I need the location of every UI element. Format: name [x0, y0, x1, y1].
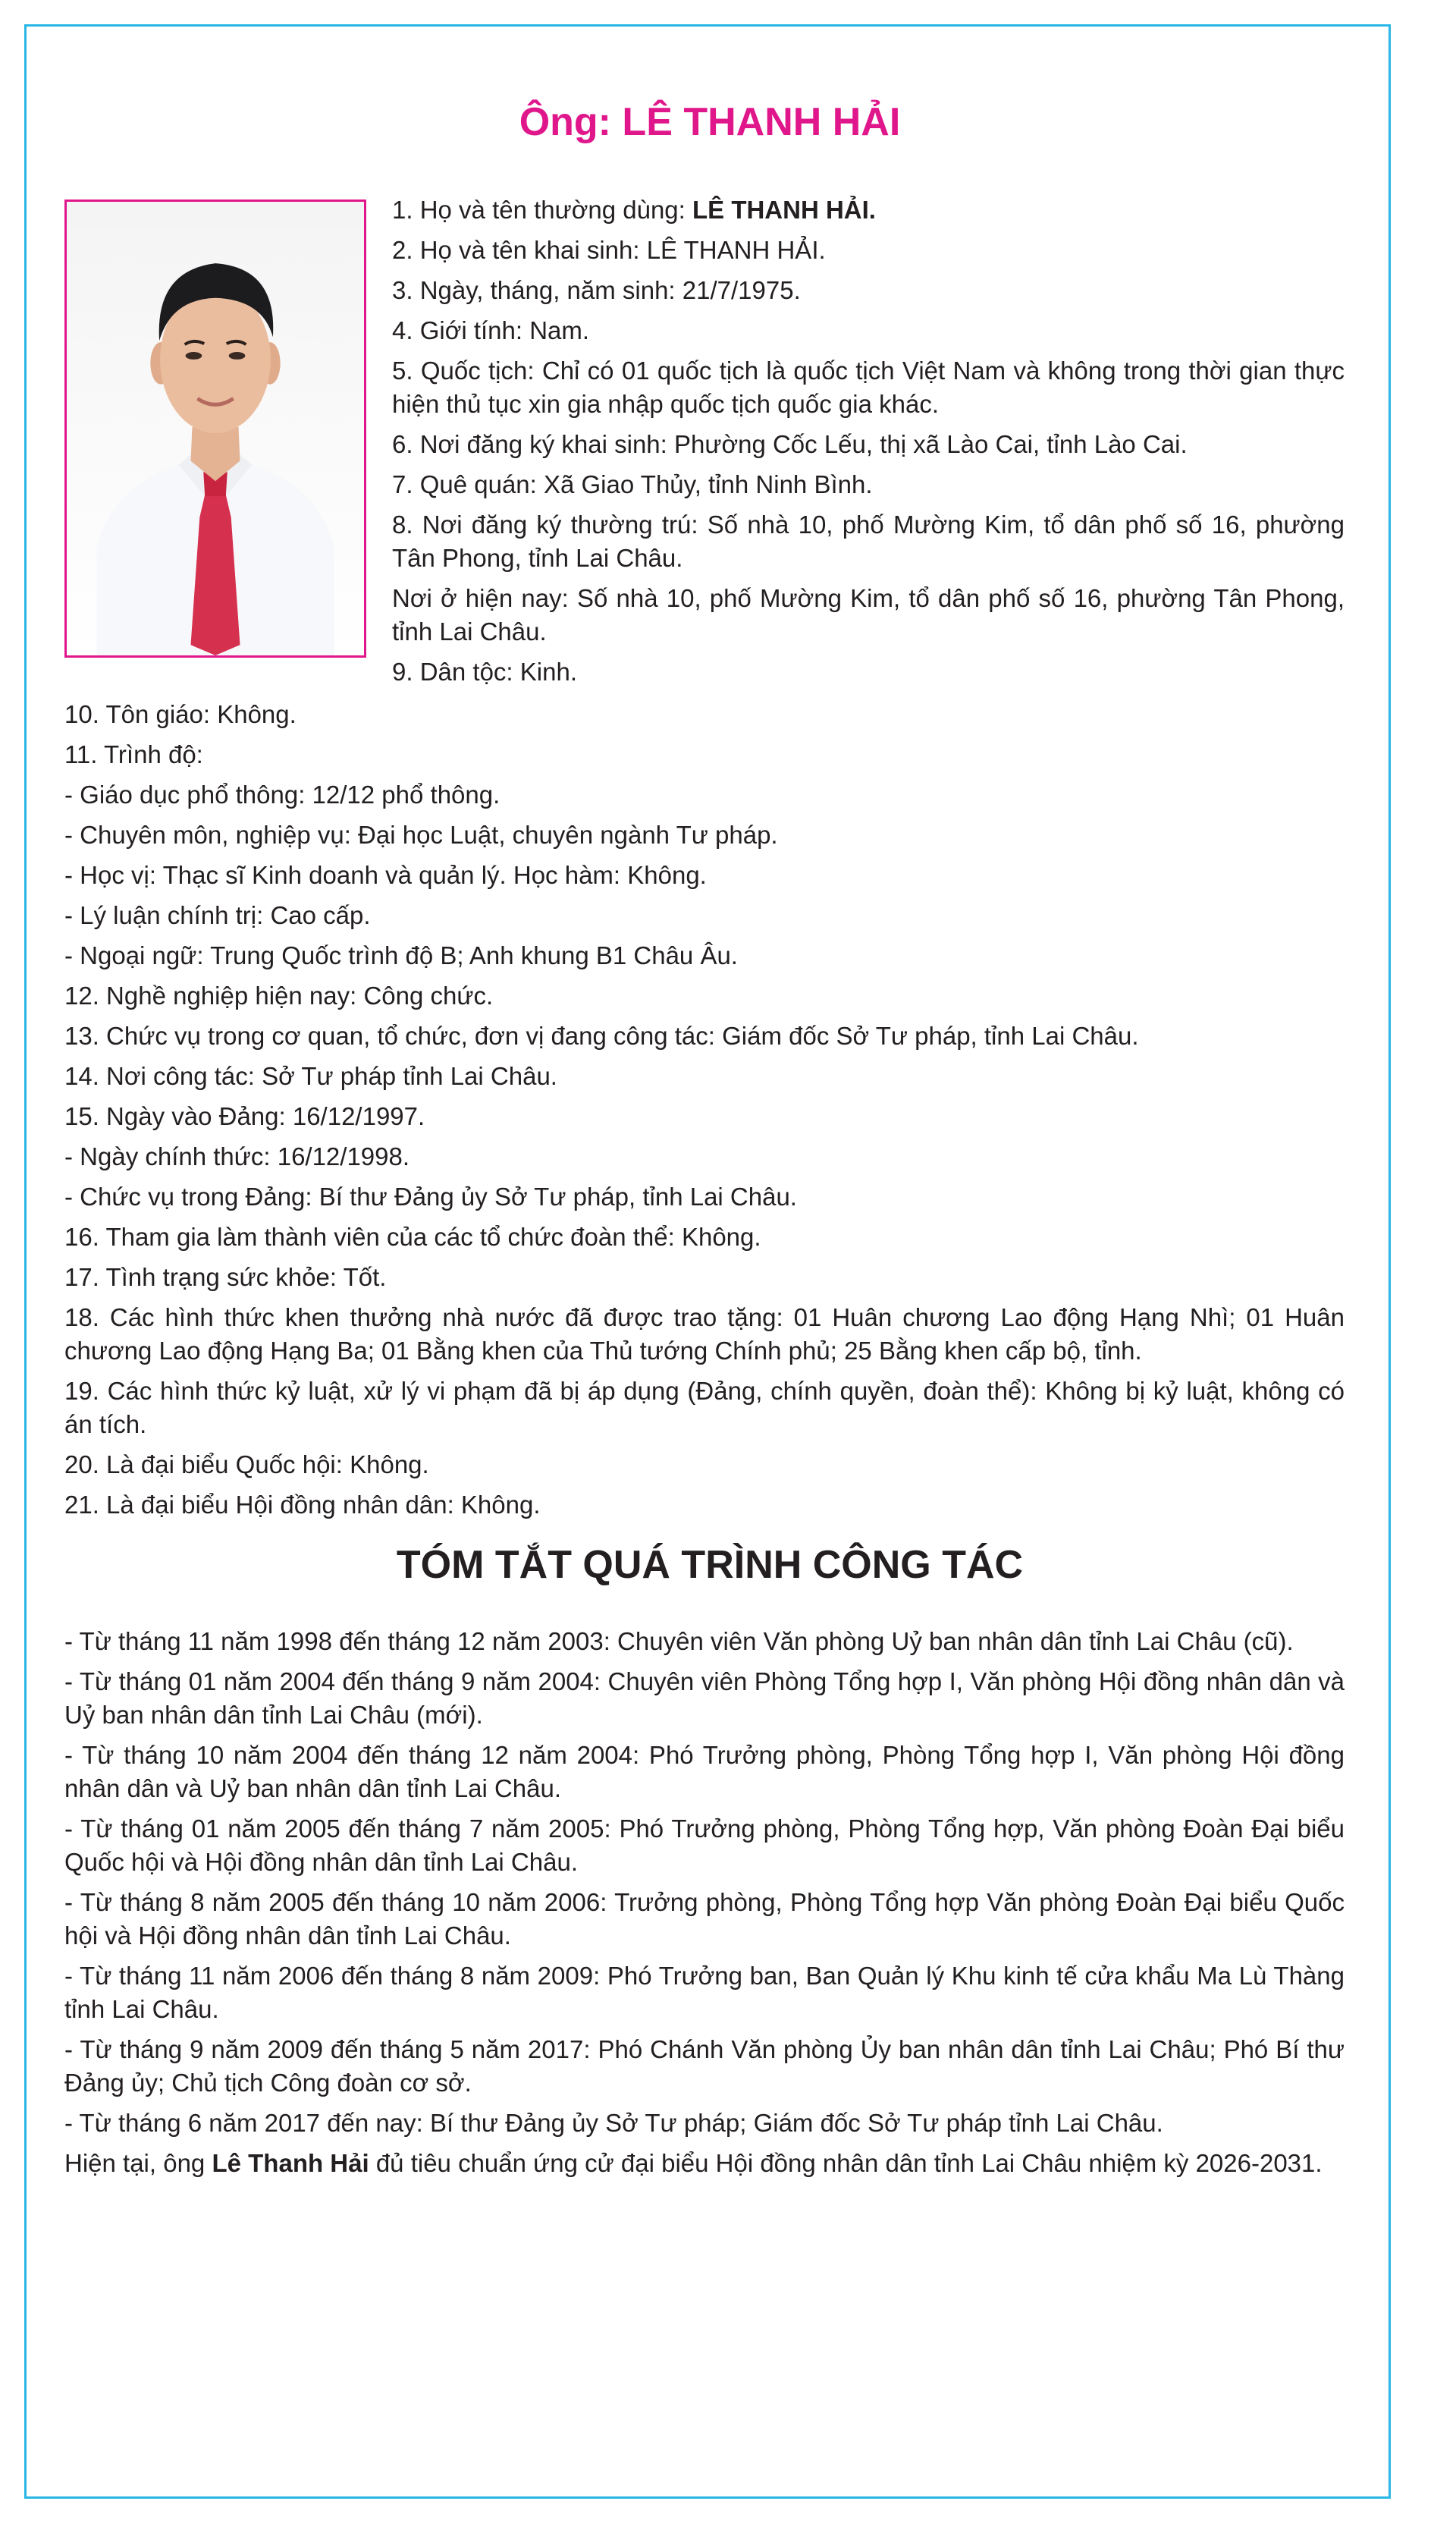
- bio-line: - Chuyên môn, nghiệp vụ: Đại học Luật, chuyên ngành Tư pháp.: [64, 821, 778, 849]
- bio-line-birth-name: 2. Họ và tên khai sinh: LÊ THANH HẢI.: [392, 236, 826, 264]
- bio-line: - Chức vụ trong Đảng: Bí thư Đảng ủy Sở Tư pháp, tỉnh Lai Châu.: [64, 1183, 797, 1211]
- bio-line-discipline: 19. Các hình thức kỷ luật, xử lý vi phạm đã bị áp dụng (Đảng, chính quyền, đoàn thể): Không bị kỷ luật, không có án tích.: [64, 1377, 1345, 1438]
- career-item: - Từ tháng 01 năm 2005 đến tháng 7 năm 2005: Phó Trưởng phòng, Phòng Tổng hợp, Văn phòng Đoàn Đại biểu Quốc hội và Hội đồng nhân dân tỉnh Lai Châu.: [64, 1814, 1345, 1876]
- candidate-name: Lê Thanh Hải: [212, 2149, 369, 2177]
- bio-line: 10. Tôn giáo: Không.: [64, 700, 297, 728]
- bio-line-full-name: 1. Họ và tên thường dùng: LÊ THANH HẢI.: [392, 196, 876, 224]
- bio-line-birth-date: 3. Ngày, tháng, năm sinh: 21/7/1975.: [392, 276, 801, 304]
- bio-line: 12. Nghề nghiệp hiện nay: Công chức.: [64, 982, 494, 1010]
- bio-line-ethnicity: 9. Dân tộc: Kinh.: [392, 658, 577, 686]
- bio-line: 17. Tình trạng sức khỏe: Tốt.: [64, 1263, 387, 1291]
- bio-line: 11. Trình độ:: [64, 740, 203, 768]
- bio-line: - Ngoại ngữ: Trung Quốc trình độ B; Anh khung B1 Châu Âu.: [64, 941, 738, 969]
- career-item: - Từ tháng 9 năm 2009 đến tháng 5 năm 2017: Phó Chánh Văn phòng Ủy ban nhân dân tỉnh Lai Châu; Phó Bí thư Đảng ủy; Chủ tịch Công đoàn cơ sở.: [64, 2035, 1345, 2097]
- bio-line-nationality: 5. Quốc tịch: Chỉ có 01 quốc tịch là quốc tịch Việt Nam và không trong thời gian thực hiện thủ tục xin gia nhập quốc tịch quốc gia khác.: [392, 357, 1345, 418]
- page-title: Ông: LÊ THANH HẢI: [519, 100, 901, 144]
- bio-line-permanent-address: 8. Nơi đăng ký thường trú: Số nhà 10, phố Mường Kim, tổ dân phố số 16, phường Tân Phong, tỉnh Lai Châu.: [392, 511, 1345, 572]
- bio-line-hometown: 7. Quê quán: Xã Giao Thủy, tỉnh Ninh Bình.: [392, 470, 873, 498]
- career-item: - Từ tháng 8 năm 2005 đến tháng 10 năm 2006: Trưởng phòng, Phòng Tổng hợp Văn phòng Đoàn Đại biểu Quốc hội và Hội đồng nhân dân tỉnh Lai Châu.: [64, 1888, 1345, 1950]
- career-section: [64, 1625, 1345, 2187]
- bio-line: 21. Là đại biểu Hội đồng nhân dân: Không.: [64, 1491, 541, 1519]
- closing-statement: Hiện tại, ông Lê Thanh Hải đủ tiêu chuẩn ứng cử đại biểu Hội đồng nhân dân tỉnh Lai Châu nhiệm kỳ 2026-2031.: [64, 2149, 1323, 2177]
- bio-line: - Giáo dục phổ thông: 12/12 phổ thông.: [64, 781, 500, 809]
- bio-line: 15. Ngày vào Đảng: 16/12/1997.: [64, 1102, 425, 1130]
- portrait-icon: [67, 202, 364, 655]
- bio-line: - Ngày chính thức: 16/12/1998.: [64, 1142, 410, 1170]
- bio-line: 20. Là đại biểu Quốc hội: Không.: [64, 1450, 429, 1478]
- bio-line: 14. Nơi công tác: Sở Tư pháp tỉnh Lai Châu.: [64, 1062, 557, 1090]
- portrait-photo: [64, 200, 366, 658]
- career-heading: TÓM TẮT QUÁ TRÌNH CÔNG TÁC: [396, 1543, 1024, 1587]
- bio-line: 13. Chức vụ trong cơ quan, tổ chức, đơn vị đang công tác: Giám đốc Sở Tư pháp, tỉnh Lai Châu.: [64, 1022, 1139, 1050]
- career-item: - Từ tháng 10 năm 2004 đến tháng 12 năm 2004: Phó Trưởng phòng, Phòng Tổng hợp I, Văn phòng Hội đồng nhân dân và Uỷ ban nhân dân tỉnh Lai Châu.: [64, 1741, 1345, 1802]
- bio-line-current-address: Nơi ở hiện nay: Số nhà 10, phố Mường Kim, tổ dân phố số 16, phường Tân Phong, tỉnh Lai Châu.: [392, 584, 1345, 646]
- career-item: - Từ tháng 01 năm 2004 đến tháng 9 năm 2004: Chuyên viên Phòng Tổng hợp I, Văn phòng Hội đồng nhân dân và Uỷ ban nhân dân tỉnh Lai Châu (mới).: [64, 1667, 1345, 1729]
- bio-line-gender: 4. Giới tính: Nam.: [392, 316, 590, 344]
- bio-line-birth-registration: 6. Nơi đăng ký khai sinh: Phường Cốc Lếu, thị xã Lào Cai, tỉnh Lào Cai.: [392, 430, 1188, 458]
- bio-top-section: [392, 193, 1345, 696]
- bio-detail-section: [64, 698, 1345, 1529]
- bio-line: - Lý luận chính trị: Cao cấp.: [64, 901, 371, 929]
- career-item: - Từ tháng 11 năm 2006 đến tháng 8 năm 2009: Phó Trưởng ban, Ban Quản lý Khu kinh tế cửa khẩu Ma Lù Thàng tỉnh Lai Châu.: [64, 1962, 1345, 2023]
- page-frame: [24, 24, 1391, 2499]
- career-item: - Từ tháng 11 năm 1998 đến tháng 12 năm 2003: Chuyên viên Văn phòng Uỷ ban nhân dân tỉnh Lai Châu (cũ).: [64, 1627, 1294, 1655]
- bio-line: - Học vị: Thạc sĩ Kinh doanh và quản lý. Học hàm: Không.: [64, 861, 707, 889]
- career-item: - Từ tháng 6 năm 2017 đến nay: Bí thư Đảng ủy Sở Tư pháp; Giám đốc Sở Tư pháp tỉnh Lai Châu.: [64, 2109, 1163, 2137]
- bio-line-awards: 18. Các hình thức khen thưởng nhà nước đã được trao tặng: 01 Huân chương Lao động Hạng Nhì; 01 Huân chương Lao động Hạng Ba; 01 Bằng khen của Thủ tướng Chính phủ; 25 Bằng khen cấp bộ, tỉnh.: [64, 1303, 1345, 1365]
- bio-line: 16. Tham gia làm thành viên của các tổ chức đoàn thể: Không.: [64, 1223, 761, 1251]
